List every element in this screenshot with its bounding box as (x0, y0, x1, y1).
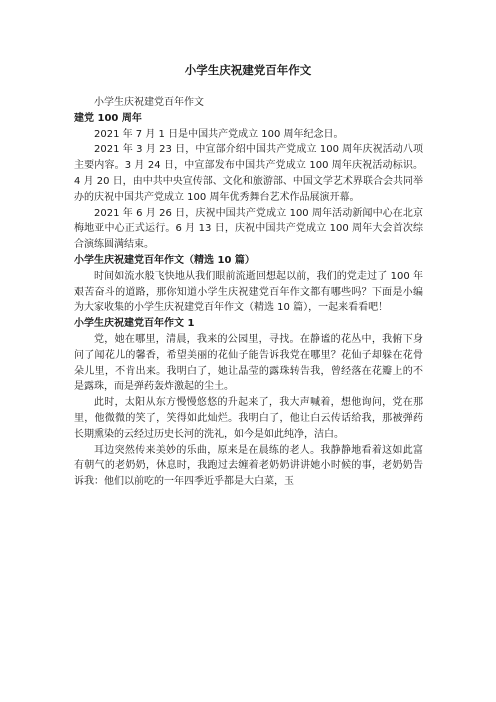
paragraph: 2021 年 3 月 23 日，中宣部介绍中国共产党成立 100 周年庆祝活动八项主要内容。3 月 24 日，中宣部发布中国共产党成立 100 周年庆祝活动标识。4 月 20 日，由中共中央宣传部、文化和旅游部、中国文学艺术界联合会共同举办的庆祝中国共产党成立 100 周年优秀舞台艺术作品展演开幕。 (74, 144, 423, 203)
paragraph: 时间如流水般飞快地从我们眼前流逝回想起以前，我们的党走过了 100 年艰苦奋斗的道路，那你知道小学生庆祝建党百年作文都有哪些吗？下面是小编为大家收集的小学生庆祝建党百年作文（精选 10 篇），一起来看看吧！ (74, 270, 423, 314)
section-heading: 小学生庆祝建党百年作文 1 (74, 318, 195, 330)
paragraph: 小学生庆祝建党百年作文 (94, 97, 204, 108)
paragraph: 此时，太阳从东方慢慢悠悠的升起来了，我大声喊着，想他询问，党在那里，他微微的笑了，笑得如此灿烂。我明白了，他让白云传话给我，那被弹药长期熏染的云经过历史长河的洗礼，如今是如此纯净，洁白。 (74, 397, 423, 440)
paragraph: 2021 年 6 月 26 日，庆祝中国共产党成立 100 周年活动新闻中心在北京梅地亚中心正式运行。6 月 13 日，庆祝中国共产党成立 100 周年大会首次综合演练圆满结束。 (74, 207, 423, 251)
paragraph: 2021 年 7 月 1 日是中国共产党成立 100 周年纪念日。 (94, 128, 344, 140)
document-body (74, 95, 423, 490)
paragraph: 耳边突然传来美妙的乐曲，原来是在晨练的老人。我静静地看着这如此富有朝气的老奶奶，休息时，我跑过去缠着老奶奶讲讲她小时候的事，老奶奶告诉我：他们以前吃的一年四季近乎都是大白菜，玉 (74, 444, 423, 488)
document-title: 小学生庆祝建党百年作文 (184, 63, 312, 77)
section-heading: 建党 100 周年 (74, 112, 142, 124)
section-heading: 小学生庆祝建党百年作文（精选 10 篇） (74, 254, 255, 266)
paragraph: 党，她在哪里，清晨，我来的公园里，寻找。在静谧的花丛中，我俯下身问了闻花儿的馨香，希望美丽的花仙子能告诉我党在哪里？花仙子却躲在花骨朵儿里，不肯出来。我明白了，她让晶莹的露珠转告我，曾经落在花瓣上的不是露珠，而是弹药轰炸激起的尘土。 (74, 333, 423, 393)
